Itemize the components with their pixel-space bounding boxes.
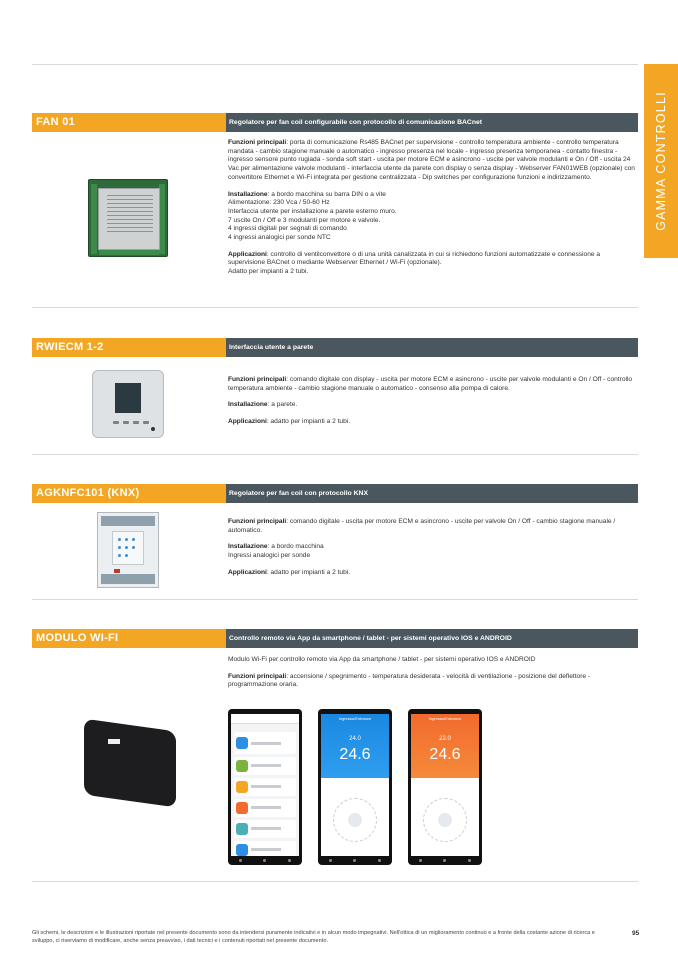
installazione: Installazione: a bordo macchina su barra DIN o a vite Alimentazione: 230 Vca / 50-60 Hz Interfaccia utente per installazione a parete esterno muro. 7 uscite On / Off e 3 modulanti per motore e valvole. 4 ingressi digitali per segnali di comando 4 ingressi analogici per sonde NTC bbox=[228, 190, 397, 242]
installazione: Installazione: a bordo macchina Ingressi analogici per sonde bbox=[228, 543, 324, 560]
installazione: Installazione: a parete. bbox=[228, 401, 298, 409]
phone-temperature: 24.6 bbox=[429, 746, 461, 763]
product-name: RWIECM 1-2 bbox=[32, 338, 226, 357]
section-body bbox=[228, 139, 638, 285]
product-name: AGKNFC101 (KNX) bbox=[32, 484, 226, 503]
section-body bbox=[228, 376, 638, 435]
applicazioni: Applicazioni: adatto per impianti a 2 tubi. bbox=[228, 568, 351, 576]
section-rwiecm bbox=[32, 338, 638, 455]
applicazioni: Applicazioni: controllo di ventilconvettore o di una unità canalizzata in cui si richiedono funzioni automatizzate e connessione a supervisione BACnet o mediante Webserver Ethernet / Wi-Fi (opzionale). Adatto per impianti a 2 tubi. bbox=[228, 250, 601, 276]
intro: Modulo Wi-Fi per controllo remoto via App da smartphone / tablet - per sistemi operativo IOS e ANDROID bbox=[228, 656, 536, 663]
section-divider bbox=[32, 307, 638, 308]
phone-screenshot-list bbox=[228, 709, 302, 865]
product-subtitle: Regolatore per fan coil con protocollo KNX bbox=[226, 484, 638, 503]
page-number: 95 bbox=[632, 930, 640, 937]
product-name: FAN 01 bbox=[32, 113, 226, 132]
side-tab bbox=[644, 64, 678, 258]
phone-screenshot-heating bbox=[408, 709, 482, 865]
funzioni: Funzioni principali: comando digitale - uscita per motore ECM e asincrono - uscite per valvole On / Off - cambio stagione manuale / automatico. bbox=[228, 518, 616, 534]
section-wifi bbox=[32, 629, 638, 882]
section-body bbox=[228, 518, 638, 586]
section-body bbox=[228, 656, 638, 698]
funzioni: Funzioni principali: accensione / spegnimento - temperatura desiderata - velocità di ventilazione - posizione del deflettore - programmazione oraria. bbox=[228, 672, 591, 689]
product-subtitle: Regolatore per fan coil configurabile con protocollo di comunicazione BACnet bbox=[226, 113, 638, 132]
fan01-controller-image bbox=[88, 179, 168, 257]
funzioni: Funzioni principali: porta di comunicazione Rs485 BACnet per supervisione - controllo temperatura ambiente - controllo temperatura mandata - cambio stagione manuale o automatico - ingresso presenza nel locale - ingresso presenza temporanea - contatto finestra - ingresso sensore punto rugiada - sonda soft start - uscita per motore ECM e asincrono - uscite per valvole modulanti e On / Off - uscita 24 Vac per alimentazione valvole modulanti - interfaccia utente da parete con display o senza display - Webserver FAN01WEB (opzionale) con convertitore Ethernet e Wi-Fi integrata per gestione centralizzata - Dip switches per configurazione funzioni e indirizzamento. bbox=[228, 139, 635, 181]
funzioni: Funzioni principali: comando digitale con display - uscita per motore ECM e asincrono - uscite per valvole modulanti e On / Off - controllo temperatura ambiente - cambio stagione manuale o automatico - consenso alla pompa di calore. bbox=[228, 376, 633, 392]
phone-setpoint: 22.0 bbox=[439, 736, 451, 742]
wifi-module-image bbox=[80, 717, 180, 803]
product-name: MODULO WI-FI bbox=[32, 629, 226, 648]
phone-screenshot-cooling bbox=[318, 709, 392, 865]
phone-temperature: 24.6 bbox=[339, 746, 371, 763]
footer-disclaimer: Gli schemi, le descrizioni e le illustrazioni riportate nel presente documento sono da intendersi puramente indicativi e in alcun modo impegnativi. Nell'ottica di un miglioramento continuo e a fronte della costante azione di ricerca e sviluppo, ci riserviamo di modificare, anche senza preavviso, i dati tecnici e i contenuti riportati nel presente documento. bbox=[32, 930, 595, 944]
section-fan01 bbox=[32, 113, 638, 308]
section-divider bbox=[32, 599, 638, 600]
section-header bbox=[32, 484, 638, 503]
applicazioni: Applicazioni: adatto per impianti a 2 tubi. bbox=[228, 418, 351, 426]
knx-module-image bbox=[97, 512, 159, 588]
section-header bbox=[32, 338, 638, 357]
product-subtitle: Interfaccia utente a parete bbox=[226, 338, 638, 357]
phone-setpoint: 24.0 bbox=[349, 736, 361, 742]
section-knx bbox=[32, 484, 638, 600]
rwiecm-wall-unit-image bbox=[92, 370, 164, 438]
product-subtitle: Controllo remoto via App da smartphone / tablet - per sistemi operativo IOS e ANDROID bbox=[226, 629, 638, 648]
section-divider bbox=[32, 881, 638, 882]
section-divider bbox=[32, 454, 638, 455]
section-header bbox=[32, 113, 638, 132]
phone-header: Ingresso/Entrance bbox=[428, 716, 462, 721]
section-header bbox=[32, 629, 638, 648]
side-tab-label: GAMMA CONTROLLI bbox=[654, 91, 669, 231]
phone-header: Ingresso/Entrance bbox=[338, 716, 372, 721]
top-rule bbox=[32, 64, 638, 65]
